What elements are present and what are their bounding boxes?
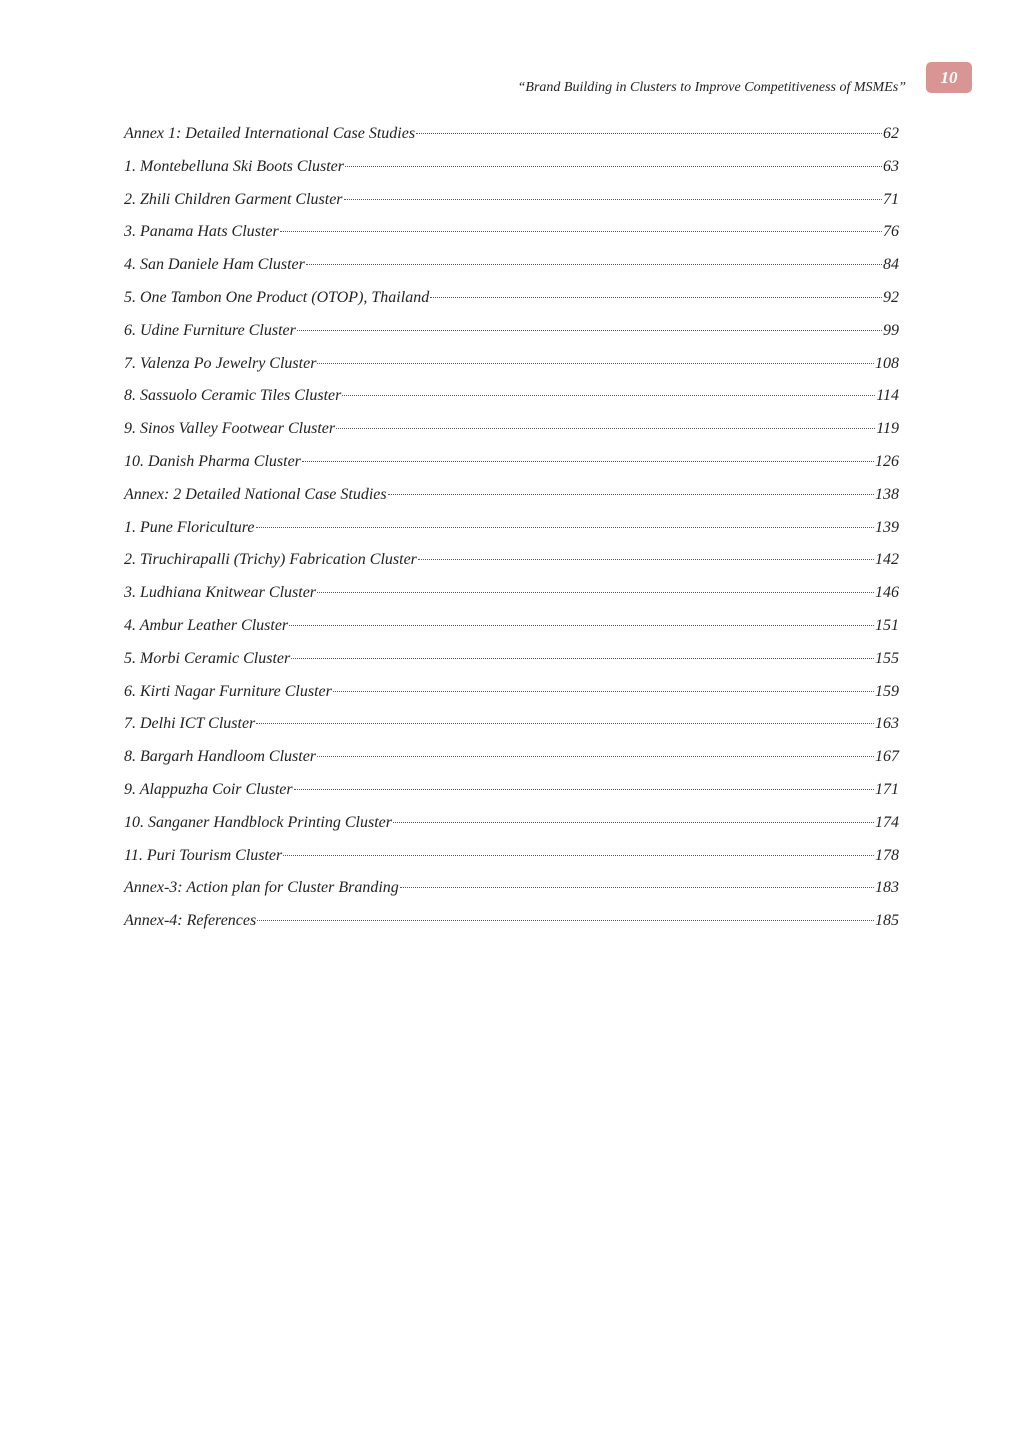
toc-entry[interactable] <box>124 155 899 188</box>
toc-entry[interactable] <box>124 647 899 680</box>
toc-entry-title: 7. Delhi ICT Cluster <box>124 715 256 733</box>
dot-leader <box>344 199 882 200</box>
table-of-contents <box>124 122 899 942</box>
toc-entry-page: 84 <box>883 256 899 274</box>
toc-entry-title: 8. Sassuolo Ceramic Tiles Cluster <box>124 387 342 405</box>
dot-leader <box>336 428 875 429</box>
toc-entry-page: 114 <box>876 387 899 405</box>
toc-entry-title: 2. Zhili Children Garment Cluster <box>124 190 343 208</box>
dot-leader <box>317 756 874 757</box>
dot-leader <box>256 527 875 528</box>
dot-leader <box>345 166 882 167</box>
toc-entry-title: 1. Montebelluna Ski Boots Cluster <box>124 157 344 175</box>
toc-entry-title: 5. One Tambon One Product (OTOP), Thailand <box>124 288 430 306</box>
toc-entry-title: 3. Panama Hats Cluster <box>124 223 279 241</box>
dot-leader <box>294 789 874 790</box>
dot-leader <box>388 494 874 495</box>
toc-entry-title: Annex-3: Action plan for Cluster Branding <box>124 879 399 897</box>
dot-leader <box>342 395 875 396</box>
dot-leader <box>256 723 874 724</box>
dot-leader <box>297 330 882 331</box>
toc-entry[interactable] <box>124 450 899 483</box>
toc-entry[interactable] <box>124 122 899 155</box>
toc-entry[interactable] <box>124 778 899 811</box>
toc-entry-page: 92 <box>883 288 899 306</box>
toc-entry-title: 9. Sinos Valley Footwear Cluster <box>124 420 336 438</box>
toc-entry-title: 9. Alappuzha Coir Cluster <box>124 780 293 798</box>
dot-leader <box>306 264 882 265</box>
toc-entry[interactable] <box>124 745 899 778</box>
toc-entry[interactable] <box>124 680 899 713</box>
toc-entry-page: 167 <box>875 748 899 766</box>
toc-entry-page: 146 <box>875 584 899 602</box>
toc-entry[interactable] <box>124 581 899 614</box>
toc-entry-page: 108 <box>875 354 899 372</box>
toc-entry[interactable] <box>124 220 899 253</box>
toc-entry-page: 178 <box>875 846 899 864</box>
toc-entry[interactable] <box>124 614 899 647</box>
dot-leader <box>400 887 874 888</box>
toc-entry[interactable] <box>124 319 899 352</box>
toc-entry-page: 99 <box>883 321 899 339</box>
toc-entry-title: 4. Ambur Leather Cluster <box>124 616 289 634</box>
toc-entry-page: 63 <box>883 157 899 175</box>
dot-leader <box>430 297 882 298</box>
toc-entry-title: 3. Ludhiana Knitwear Cluster <box>124 584 317 602</box>
dot-leader <box>280 231 882 232</box>
toc-entry-page: 159 <box>875 682 899 700</box>
toc-entry-page: 119 <box>876 420 899 438</box>
toc-entry[interactable] <box>124 188 899 221</box>
toc-entry-page: 163 <box>875 715 899 733</box>
toc-entry-title: Annex-4: References <box>124 912 257 930</box>
toc-entry[interactable] <box>124 483 899 516</box>
toc-entry-page: 185 <box>875 912 899 930</box>
page-number-badge: 10 <box>926 62 972 93</box>
dot-leader <box>418 559 874 560</box>
toc-entry[interactable] <box>124 417 899 450</box>
toc-entry[interactable] <box>124 844 899 877</box>
toc-entry-page: 138 <box>875 485 899 503</box>
dot-leader <box>416 133 882 134</box>
toc-entry[interactable] <box>124 286 899 319</box>
toc-entry-page: 139 <box>875 518 899 536</box>
toc-entry-page: 71 <box>883 190 899 208</box>
toc-entry[interactable] <box>124 909 899 942</box>
toc-entry-page: 171 <box>875 780 899 798</box>
toc-entry-page: 76 <box>883 223 899 241</box>
dot-leader <box>291 658 874 659</box>
toc-entry-page: 155 <box>875 649 899 667</box>
toc-entry[interactable] <box>124 384 899 417</box>
toc-entry[interactable] <box>124 548 899 581</box>
running-header: “Brand Building in Clusters to Improve Competitiveness of MSMEs” <box>517 80 906 95</box>
toc-entry-title: Annex 1: Detailed International Case Studies <box>124 125 416 142</box>
toc-entry[interactable] <box>124 516 899 549</box>
toc-entry-title: 10. Danish Pharma Cluster <box>124 452 301 470</box>
toc-entry-page: 174 <box>875 813 899 831</box>
toc-entry-title: 6. Udine Furniture Cluster <box>124 321 296 339</box>
toc-entry-page: 142 <box>875 551 899 569</box>
toc-entry-title: 1. Pune Floriculture <box>124 518 255 536</box>
toc-entry[interactable] <box>124 811 899 844</box>
toc-entry-title: Annex: 2 Detailed National Case Studies <box>124 485 387 503</box>
toc-entry-page: 151 <box>875 616 899 634</box>
dot-leader <box>317 363 874 364</box>
dot-leader <box>317 592 874 593</box>
toc-entry-title: 6. Kirti Nagar Furniture Cluster <box>124 682 332 700</box>
dot-leader <box>283 855 874 856</box>
toc-entry[interactable] <box>124 352 899 385</box>
dot-leader <box>302 461 874 462</box>
toc-entry[interactable] <box>124 712 899 745</box>
toc-entry-title: 10. Sanganer Handblock Printing Cluster <box>124 813 392 831</box>
dot-leader <box>257 920 874 921</box>
toc-entry-title: 5. Morbi Ceramic Cluster <box>124 649 291 667</box>
toc-entry-page: 62 <box>883 125 899 142</box>
toc-entry-title: 8. Bargarh Handloom Cluster <box>124 748 317 766</box>
toc-entry-title: 11. Puri Tourism Cluster <box>124 846 283 864</box>
toc-entry-title: 4. San Daniele Ham Cluster <box>124 256 305 274</box>
toc-entry[interactable] <box>124 253 899 286</box>
toc-entry-page: 126 <box>875 452 899 470</box>
dot-leader <box>333 691 874 692</box>
toc-entry[interactable] <box>124 876 899 909</box>
toc-entry-page: 183 <box>875 879 899 897</box>
dot-leader <box>289 625 874 626</box>
dot-leader <box>393 822 874 823</box>
toc-entry-title: 2. Tiruchirapalli (Trichy) Fabrication Cluster <box>124 551 417 569</box>
toc-entry-title: 7. Valenza Po Jewelry Cluster <box>124 354 317 372</box>
